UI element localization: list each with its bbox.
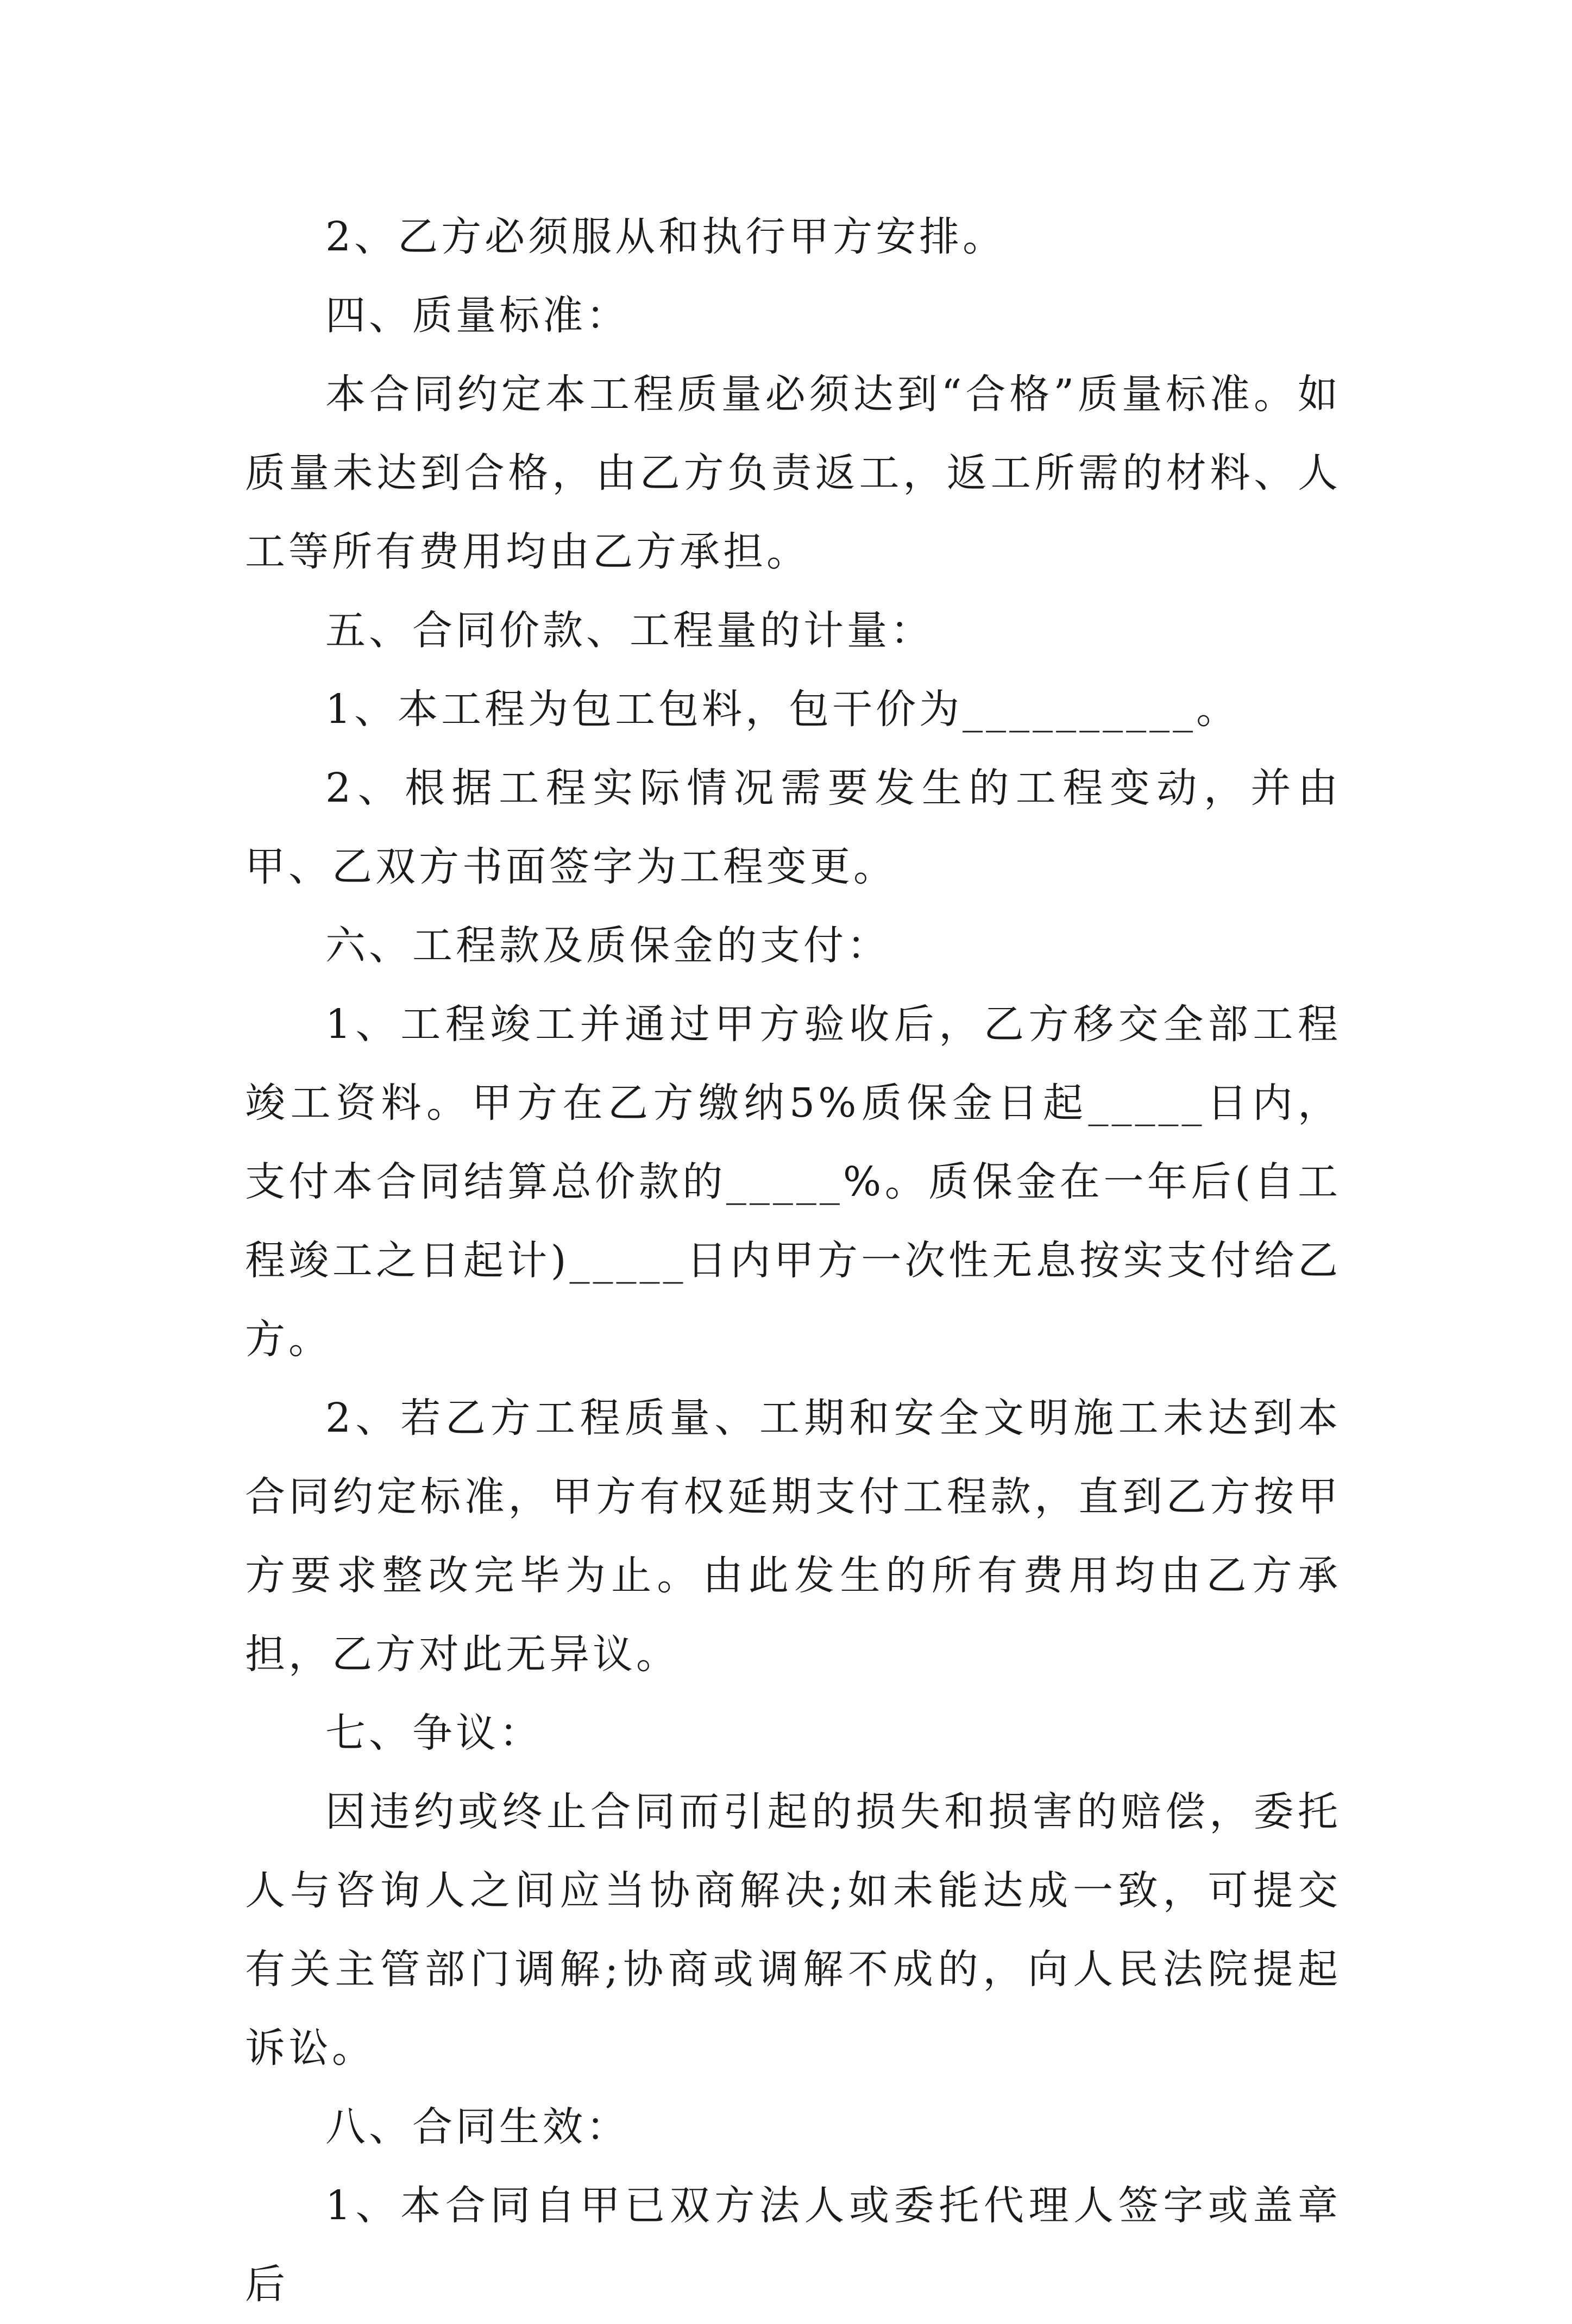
section-heading: 四、质量标准： (325, 292, 630, 339)
clause-paragraph: 1、工程竣工并通过甲方验收后，乙方移交全部工程竣工资料。甲方在乙方缴纳5%质保金日起_____日内，支付本合同结算总价款的_____%。质保金在一年后(自工程竣工之日起计)_____日内甲方一次性无息按实支付给乙方。 (245, 1001, 1341, 1363)
section-heading: 六、工程款及质保金的支付： (325, 922, 890, 969)
clause-paragraph: 2、根据工程实际情况需要发生的工程变动，并由甲、乙双方书面签字为工程变更。 (245, 765, 1341, 890)
section-heading: 八、合同生效： (325, 2103, 630, 2150)
clause-paragraph: 2、若乙方工程质量、工期和安全文明施工未达到本合同约定标准，甲方有权延期支付工程款，直到乙方按甲方要求整改完毕为止。由此发生的所有费用均由乙方承担，乙方对此无异议。 (245, 1395, 1341, 1678)
document-body (245, 198, 1341, 2324)
clause-paragraph: 1、本工程为包工包料，包干价为__________。 (325, 686, 1240, 733)
clause-paragraph: 2、乙方必须服从和执行甲方安排。 (325, 213, 1007, 260)
section-heading: 七、争议： (325, 1710, 543, 1756)
section-heading: 五、合同价款、工程量的计量： (325, 607, 934, 654)
clause-paragraph: 1、本合同自甲已双方法人或委托代理人签字或盖章后 (245, 2182, 1341, 2308)
clause-paragraph: 本合同约定本工程质量必须达到“合格”质量标准。如质量未达到合格，由乙方负责返工，返工所需的材料、人工等所有费用均由乙方承担。 (245, 371, 1341, 575)
clause-paragraph: 因违约或终止合同而引起的损失和损害的赔偿，委托人与咨询人之间应当协商解决;如未能达成一致，可提交有关主管部门调解;协商或调解不成的，向人民法院提起诉讼。 (245, 1788, 1341, 2071)
